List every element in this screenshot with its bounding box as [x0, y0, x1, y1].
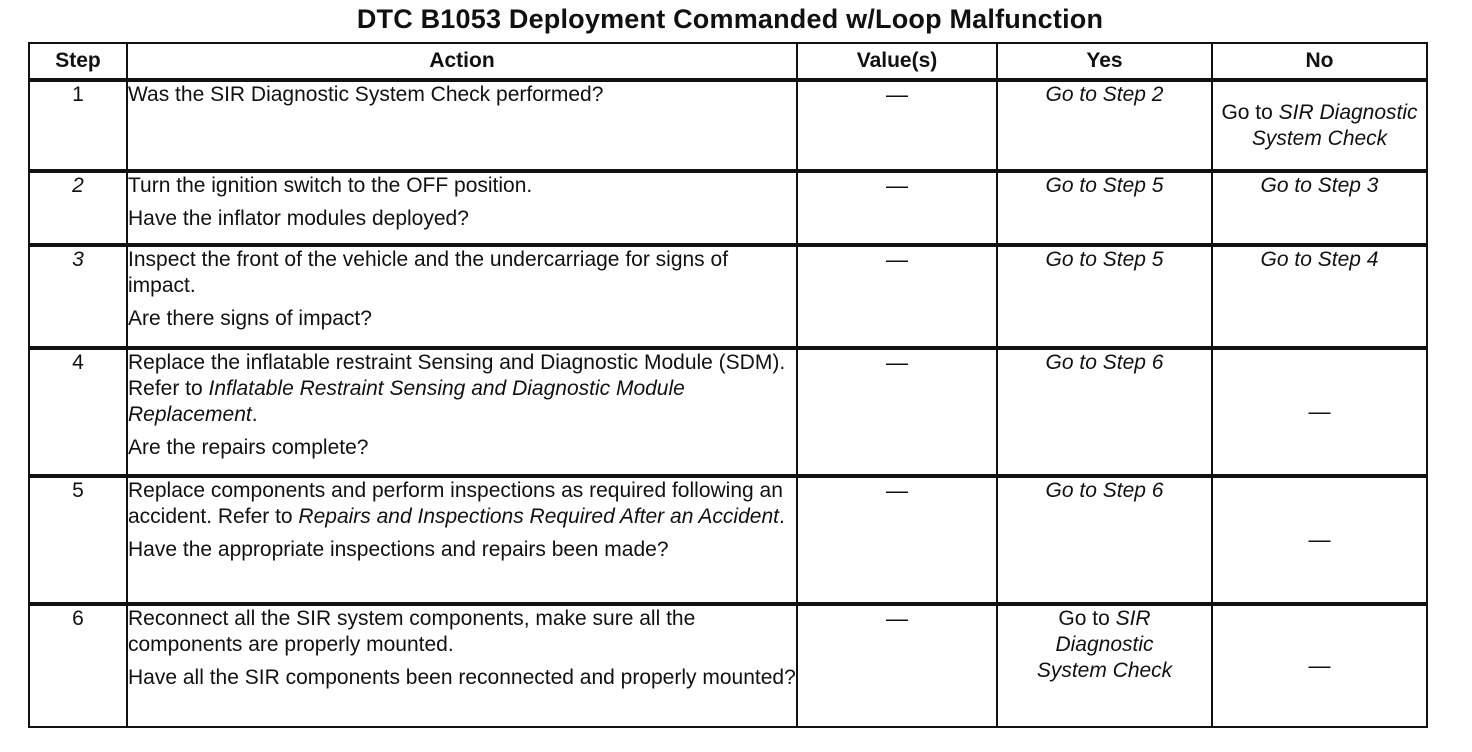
- table-row-step-3: [29, 245, 1427, 348]
- action-question: Are the repairs complete?: [128, 436, 369, 459]
- no-cell: Go to Step 3: [1212, 171, 1427, 245]
- no-prefix: Go to: [1221, 100, 1279, 124]
- no-cell: —: [1212, 348, 1427, 476]
- table-row-step-1: [29, 80, 1427, 171]
- action-question: Have the appropriate inspections and repairs been made?: [128, 538, 669, 561]
- no-cell: —: [1212, 604, 1427, 727]
- action-cell: [127, 604, 797, 727]
- yes-cell: Go to Step 5: [997, 245, 1212, 348]
- header-step: Step: [29, 43, 127, 80]
- yes-cell: Go to Step 5: [997, 171, 1212, 245]
- reference-link: Inflatable Restraint Sensing and Diagnostic Module Replacement: [128, 377, 685, 426]
- action-cell: [127, 348, 797, 476]
- table-row-step-4: [29, 348, 1427, 476]
- page-title: DTC B1053 Deployment Commanded w/Loop Malfunction: [356, 4, 1104, 34]
- step-number: 3: [29, 245, 127, 348]
- yes-cell: [997, 604, 1212, 727]
- value-cell: —: [797, 476, 997, 604]
- action-text: Replace the inflatable restraint Sensing and Diagnostic Module (SDM). Refer to Inflatable Restraint Sensing and Diagnostic Module Replacement.: [128, 351, 786, 426]
- step-number: 2: [29, 171, 127, 245]
- step-number: 1: [29, 80, 127, 171]
- reference-link: Repairs and Inspections Required After an Accident: [298, 505, 779, 528]
- action-text: Inspect the front of the vehicle and the undercarriage for signs of impact.: [128, 248, 729, 297]
- no-cell: —: [1212, 476, 1427, 604]
- value-cell: —: [797, 245, 997, 348]
- step-number: 5: [29, 476, 127, 604]
- header-action: Action: [127, 43, 797, 80]
- no-cell: [1212, 80, 1427, 171]
- step-number: 6: [29, 604, 127, 727]
- yes-link-text: SIR Diagnostic System Check: [1036, 607, 1173, 682]
- action-text: Turn the ignition switch to the OFF position.: [128, 174, 533, 197]
- action-text: Was the SIR Diagnostic System Check performed?: [128, 83, 604, 106]
- yes-prefix: Go to: [1058, 607, 1116, 630]
- diagnostic-table: [28, 42, 1428, 728]
- step-number: 4: [29, 348, 127, 476]
- action-question: Have all the SIR components been reconnected and properly mounted?: [128, 666, 796, 689]
- yes-cell: Go to Step 6: [997, 348, 1212, 476]
- action-question: Have the inflator modules deployed?: [128, 207, 469, 230]
- action-cell: [127, 171, 797, 245]
- header-no: No: [1212, 43, 1427, 80]
- action-text: Replace components and perform inspections as required following an accident. Refer to Repairs and Inspections Required After an Accident.: [128, 479, 785, 528]
- value-cell: —: [797, 171, 997, 245]
- header-yes: Yes: [997, 43, 1212, 80]
- value-cell: —: [797, 604, 997, 727]
- value-cell: —: [797, 80, 997, 171]
- action-text: Reconnect all the SIR system components, make sure all the components are properly mounted.: [128, 607, 696, 656]
- table-row-step-2: [29, 171, 1427, 245]
- action-cell: [127, 476, 797, 604]
- no-link-text: SIR Diagnostic System Check: [1251, 100, 1418, 150]
- header-row: [29, 43, 1427, 80]
- action-question: Are there signs of impact?: [128, 307, 372, 330]
- action-cell: [127, 80, 797, 171]
- value-cell: —: [797, 348, 997, 476]
- table-row-step-6: [29, 604, 1427, 727]
- no-cell: Go to Step 4: [1212, 245, 1427, 348]
- yes-cell: Go to Step 6: [997, 476, 1212, 604]
- table-row-step-5: [29, 476, 1427, 604]
- header-values: Value(s): [797, 43, 997, 80]
- action-cell: [127, 245, 797, 348]
- yes-cell: Go to Step 2: [997, 80, 1212, 171]
